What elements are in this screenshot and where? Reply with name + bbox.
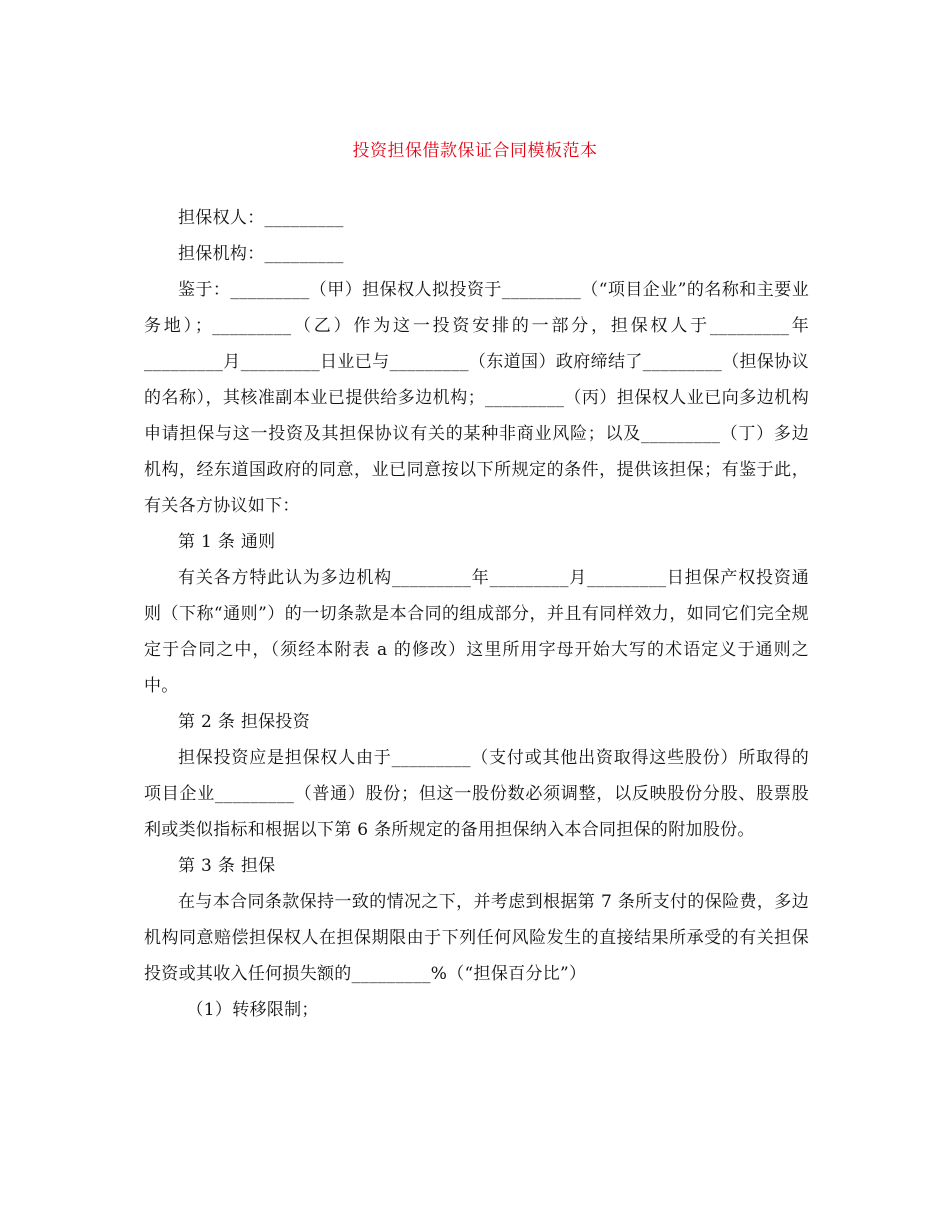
document-body: [144, 200, 809, 1028]
article-1-heading: 第 1 条 通则: [178, 532, 276, 552]
article-3-paragraph: 在与本合同条款保持一致的情况之下，并考虑到根据第 7 条所支付的保险费，多边机构同意赔偿担保权人在担保期限由于下列任何风险发生的直接结果所承受的有关担保投资或其收入任何损失额的_________%（“担保百分比”）: [144, 892, 809, 984]
article-2-paragraph: 担保投资应是担保权人由于_________（支付或其他出资取得这些股份）所取得的项目企业_________（普通）股份；但这一股份数必须调整，以反映股份分股、股票股利或类似指标和根据以下第 6 条所规定的备用担保纳入本合同担保的附加股份。: [144, 748, 809, 840]
article-2-heading: 第 2 条 担保投资: [178, 712, 311, 732]
guarantee-agency-line: 担保机构：_________: [178, 244, 344, 264]
recitals-paragraph: 鉴于：_________（甲）担保权人拟投资于_________（“项目企业”的名称和主要业务地）；_________（乙）作为这一投资安排的一部分，担保权人于_________年_________月_________日业已与_________（东道国）政府缔结了_________（担保协议的名称），其核准副本业已提供给多边机构；_________（丙）担保权人业已向多边机构申请担保与这一投资及其担保协议有关的某种非商业风险；以及_________（丁）多边机构，经东道国政府的同意，业已同意按以下所规定的条件，提供该担保；有鉴于此，有关各方协议如下：: [144, 280, 809, 516]
article-3-heading: 第 3 条 担保: [178, 856, 276, 876]
guarantee-holder-line: 担保权人：_________: [178, 208, 344, 228]
list-item: （1）转移限制；: [186, 1000, 319, 1020]
document-title: 投资担保借款保证合同模板范本: [352, 141, 598, 161]
article-1-paragraph: 有关各方特此认为多边机构_________年_________月_________日担保产权投资通则（下称“通则”）的一切条款是本合同的组成部分，并且有同样效力，如同它们完全规定于合同之中，（须经本附表 a 的修改）这里所用字母开始大写的术语定义于通则之中。: [144, 568, 809, 696]
